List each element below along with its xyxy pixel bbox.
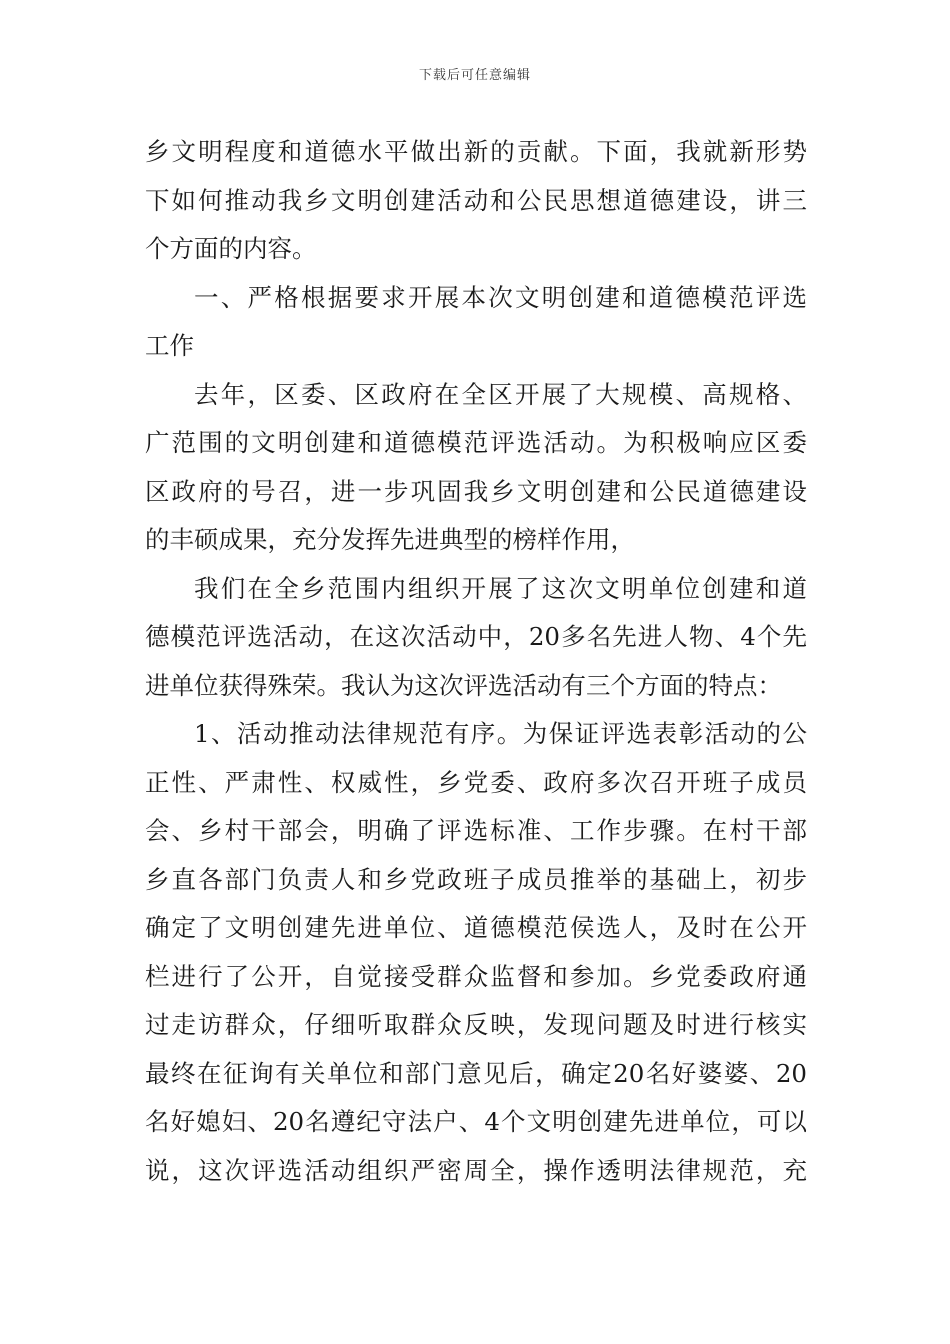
text-line: 正性、严肃性、权威性，乡党委、政府多次召开班子成员 (145, 767, 807, 797)
section-heading-line: 一、严格根据要求开展本次文明创建和道德模范评选 (194, 282, 807, 312)
document-body (145, 128, 807, 1195)
text-line: 区政府的号召，进一步巩固我乡文明创建和公民道德建设 (145, 476, 807, 506)
text-line: 进单位获得殊荣。我认为这次评选活动有三个方面的特点： (145, 670, 782, 700)
page-header: 下载后可任意编辑 (418, 68, 531, 83)
section-heading-line: 工作 (145, 331, 194, 360)
text-line: 1、活动推动法律规范有序。为保证评选表彰活动的公 (194, 719, 807, 748)
text-line: 乡文明程度和道德水平做出新的贡献。下面，我就新形势 (145, 137, 807, 166)
text-line: 名好媳妇、20名遵纪守法户、4个文明创建先进单位，可以 (145, 1107, 807, 1136)
text-line: 下如何推动我乡文明创建活动和公民思想道德建设，讲三 (145, 185, 807, 215)
text-line: 德模范评选活动，在这次活动中，20多名先进人物、4个先 (145, 622, 807, 651)
text-line: 个方面的内容。 (145, 234, 317, 263)
text-line: 会、乡村干部会，明确了评选标准、工作步骤。在村干部 (145, 816, 807, 845)
text-line: 说，这次评选活动组织严密周全，操作透明法律规范，充 (145, 1155, 807, 1185)
text-line: 去年，区委、区政府在全区开展了大规模、高规格、 (194, 379, 807, 409)
text-line: 过走访群众，仔细听取群众反映，发现问题及时进行核实 (145, 1010, 807, 1039)
text-line: 乡直各部门负责人和乡党政班子成员推举的基础上，初步 (145, 864, 807, 894)
text-line: 我们在全乡范围内组织开展了这次文明单位创建和道 (194, 573, 807, 603)
text-line: 的丰硕成果，充分发挥先进典型的榜样作用， (145, 525, 635, 554)
text-line: 最终在征询有关单位和部门意见后，确定20名好婆婆、20 (145, 1058, 807, 1088)
text-line: 栏进行了公开，自觉接受群众监督和参加。乡党委政府通 (145, 961, 807, 991)
text-line: 确定了文明创建先进单位、道德模范侯选人，及时在公开 (145, 913, 807, 942)
text-line: 广范围的文明创建和道德模范评选活动。为积极响应区委 (145, 428, 807, 457)
